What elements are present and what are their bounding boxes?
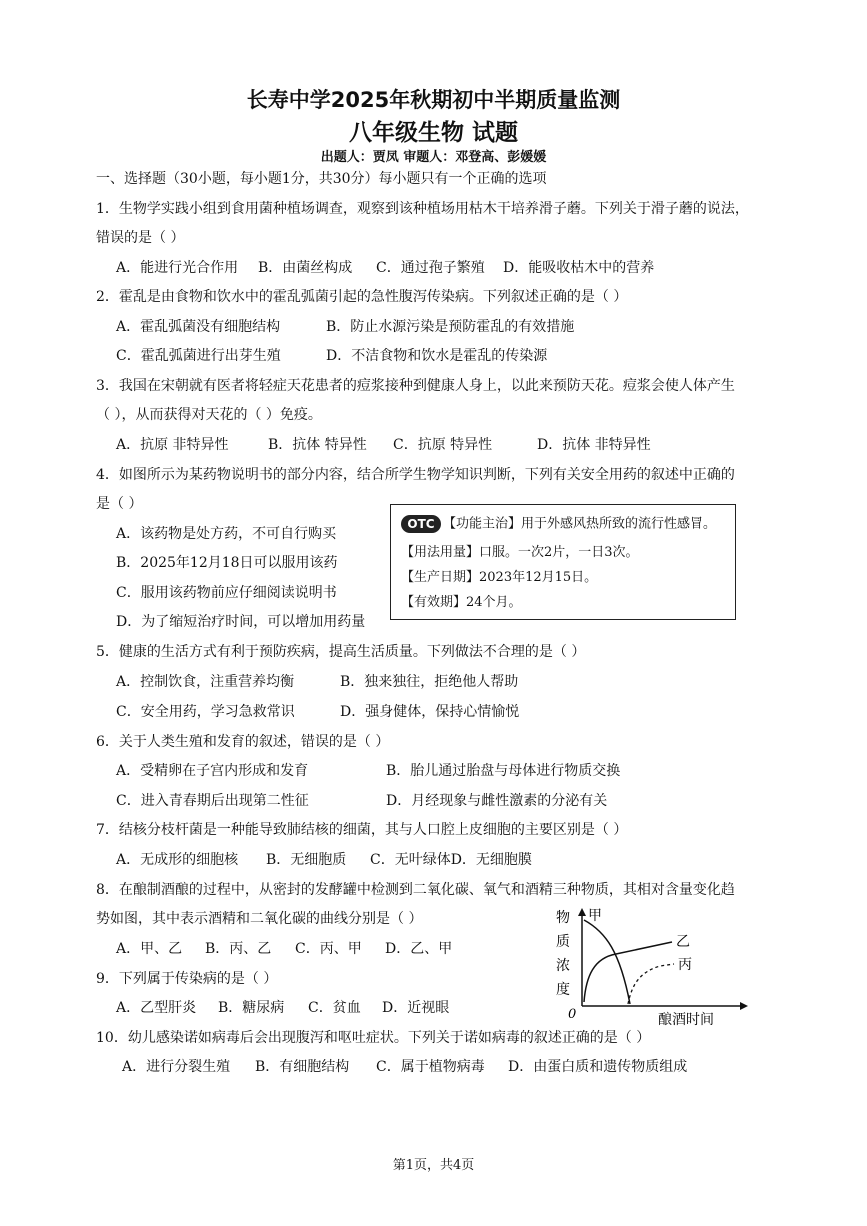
curve-label-bing: 丙 xyxy=(678,957,692,973)
otc-logo: OTC xyxy=(401,515,441,533)
q9-option-d: D．近视眼 xyxy=(382,1000,450,1016)
q4-option-a: A．该药物是处方药，不可自行购买 xyxy=(116,526,337,542)
fermentation-graph xyxy=(548,906,758,1028)
q1-option-b: B．由菌丝构成 xyxy=(258,260,353,276)
curve-label-jia: 甲 xyxy=(588,908,602,924)
page-footer: 第1页，共4页 xyxy=(392,1158,475,1173)
q5-option-d: D．强身健体，保持心情愉悦 xyxy=(340,704,520,720)
q1-option-c: C．通过孢子繁殖 xyxy=(376,260,485,276)
q8-option-b: B．丙、乙 xyxy=(205,941,272,957)
curve-bing xyxy=(628,964,674,1004)
q9-option-b: B．糖尿病 xyxy=(218,1000,285,1016)
q6-option-d: D．月经现象与雌性激素的分泌有关 xyxy=(386,793,608,809)
q7-option-a: A．无成形的细胞核 xyxy=(116,852,239,868)
graph-ylabel-2: 质 xyxy=(556,934,570,950)
exam-authors: 出题人：贾凤 审题人：邓登高、彭媛媛 xyxy=(320,150,547,165)
q9-option-c: C．贫血 xyxy=(308,1000,361,1016)
exam-subject-title: 八年级生物 试题 xyxy=(348,120,518,146)
q3-stem-line1: 3．我国在宋朝就有医者将轻症天花患者的痘浆接种到健康人身上，以此来预防天花。痘浆会使人体产生 xyxy=(96,378,735,394)
curve-label-yi: 乙 xyxy=(676,934,690,950)
curve-jia xyxy=(584,920,630,1004)
q8-option-a: A．甲、乙 xyxy=(116,941,183,957)
medicine-dosage: 【用法用量】口服。一次2片，一日3次。 xyxy=(401,545,639,560)
q5-option-c: C．安全用药，学习急救常识 xyxy=(116,704,295,720)
exam-school-title: 长寿中学2025年秋期初中半期质量监测 xyxy=(246,88,621,112)
q1-option-d: D．能吸收枯木中的营养 xyxy=(503,260,655,276)
q6-option-b: B．胎儿通过胎盘与母体进行物质交换 xyxy=(386,763,621,779)
q3-option-d: D．抗体 非特异性 xyxy=(537,437,651,453)
q9-stem: 9．下列属于传染病的是（ ） xyxy=(96,971,278,987)
q6-stem: 6．关于人类生殖和发育的叙述，错误的是（ ） xyxy=(96,734,390,750)
medicine-expiry: 【有效期】24个月。 xyxy=(401,595,522,610)
q5-stem: 5．健康的生活方式有利于预防疾病，提高生活质量。下列做法不合理的是（ ） xyxy=(96,644,586,660)
q2-option-b: B．防止水源污染是预防霍乱的有效措施 xyxy=(326,319,575,335)
medicine-indication: 【功能主治】用于外感风热所致的流行性感冒。 xyxy=(443,516,717,532)
q2-option-a: A．霍乱弧菌没有细胞结构 xyxy=(116,319,281,335)
medicine-label-box xyxy=(390,504,736,620)
q2-stem: 2．霍乱是由食物和饮水中的霍乱弧菌引起的急性腹泻传染病。下列叙述正确的是（ ） xyxy=(96,289,628,305)
graph-ylabel-1: 物 xyxy=(556,910,570,926)
graph-xlabel: 酿酒时间 xyxy=(658,1012,714,1028)
q8-option-d: D．乙、甲 xyxy=(385,941,453,957)
q6-option-c: C．进入青春期后出现第二性征 xyxy=(116,793,309,809)
q3-option-c: C．抗原 特异性 xyxy=(393,437,493,453)
q10-option-a: A．进行分裂生殖 xyxy=(122,1059,231,1075)
q4-option-c: C．服用该药物前应仔细阅读说明书 xyxy=(116,585,337,601)
q4-stem-line2: 是（ ） xyxy=(96,496,143,512)
q1-stem-line2: 错误的是（ ） xyxy=(96,230,185,246)
graph-origin: 0 xyxy=(568,1007,577,1022)
q7-stem: 7．结核分枝杆菌是一种能导致肺结核的细菌，其与人口腔上皮细胞的主要区别是（ ） xyxy=(96,822,628,838)
q10-stem: 10．幼儿感染诺如病毒后会出现腹泻和呕吐症状。下列关于诺如病毒的叙述正确的是（ ） xyxy=(96,1030,651,1046)
graph-x-arrow xyxy=(740,1002,748,1010)
q2-option-c: C．霍乱弧菌进行出芽生殖 xyxy=(116,348,281,364)
q1-option-a: A．能进行光合作用 xyxy=(116,260,239,276)
q8-stem-line2: 势如图，其中表示酒精和二氧化碳的曲线分别是（ ） xyxy=(96,911,423,927)
medicine-indication-row xyxy=(401,515,716,533)
q7-option-cd: C．无叶绿体D．无细胞膜 xyxy=(370,852,532,868)
graph-ylabel-4: 度 xyxy=(556,982,570,998)
q7-option-b: B．无细胞质 xyxy=(266,852,347,868)
graph-y-arrow xyxy=(578,908,586,916)
q1-stem-line1: 1．生物学实践小组到食用菌种植场调查，观察到该种植场用枯木干培养滑子蘑。下列关于滑子蘑的说法， xyxy=(96,201,749,217)
q10-option-d: D．由蛋白质和遗传物质组成 xyxy=(508,1059,688,1075)
q2-option-d: D．不洁食物和饮水是霍乱的传染源 xyxy=(326,348,548,364)
q3-option-b: B．抗体 特异性 xyxy=(268,437,367,453)
q3-stem-line2: （ ），从而获得对天花的（ ）免疫。 xyxy=(96,407,322,423)
q8-option-c: C．丙、甲 xyxy=(295,941,362,957)
q3-option-a: A．抗原 非特异性 xyxy=(116,437,229,453)
q9-option-a: A．乙型肝炎 xyxy=(116,1000,197,1016)
graph-ylabel-3: 浓 xyxy=(556,958,570,974)
q4-option-b: B．2025年12月18日可以服用该药 xyxy=(116,555,338,571)
q10-option-c: C．属于植物病毒 xyxy=(376,1059,485,1075)
q10-option-b: B．有细胞结构 xyxy=(255,1059,350,1075)
q5-option-a: A．控制饮食，注重营养均衡 xyxy=(116,674,295,690)
q6-option-a: A．受精卵在子宫内形成和发育 xyxy=(116,763,309,779)
q4-option-d: D．为了缩短治疗时间，可以增加用药量 xyxy=(116,614,366,630)
section-heading: 一、选择题（30小题，每小题1分，共30分）每小题只有一个正确的选项 xyxy=(96,171,547,187)
q4-stem-line1: 4．如图所示为某药物说明书的部分内容，结合所学生物学知识判断，下列有关安全用药的叙述中正确的 xyxy=(96,467,735,483)
medicine-production-date: 【生产日期】2023年12月15日。 xyxy=(401,570,598,585)
q5-option-b: B．独来独往，拒绝他人帮助 xyxy=(340,674,519,690)
q8-stem-line1: 8．在酿制酒酿的过程中，从密封的发酵罐中检测到二氧化碳、氧气和酒精三种物质，其相对含量变化趋 xyxy=(96,882,735,898)
